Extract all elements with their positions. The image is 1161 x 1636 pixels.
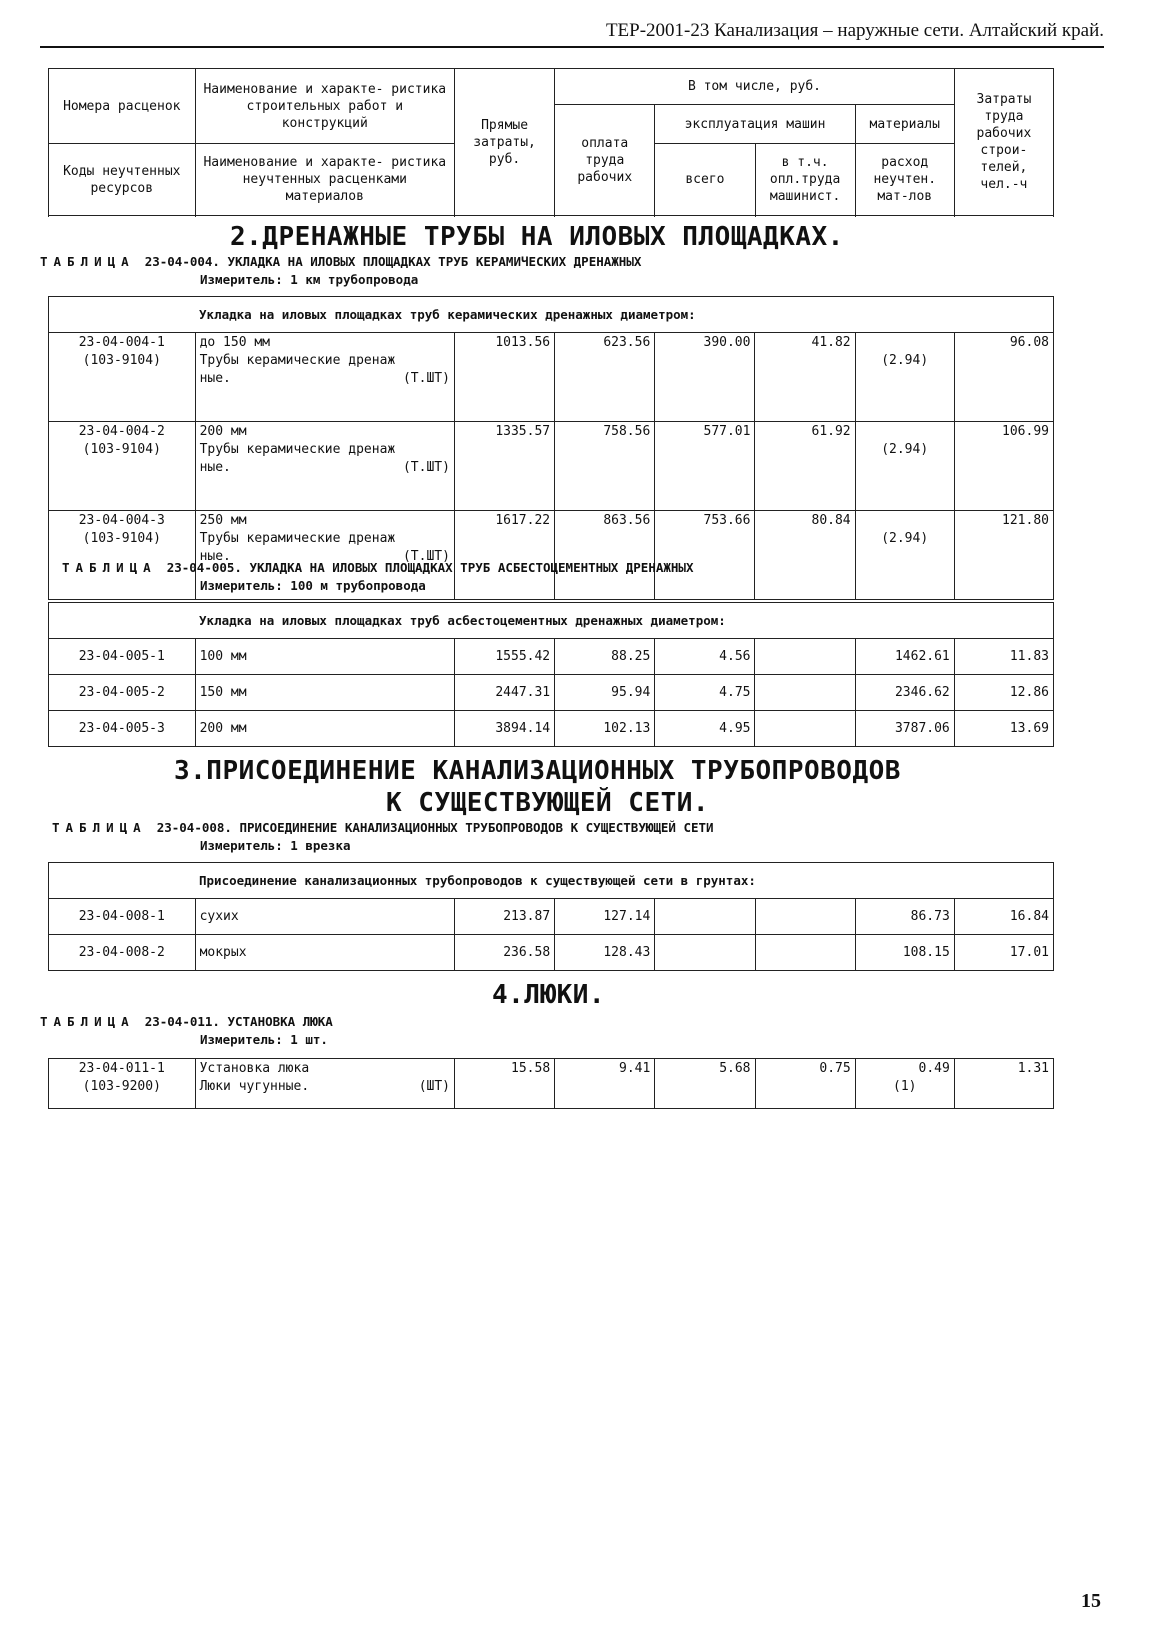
table-23-04-004-measure: Измеритель: 1 км трубопровода xyxy=(200,272,419,287)
header-material-name: Наименование и характе- ристика неучтенных расценками материалов xyxy=(195,144,454,216)
section-3-title-line1: 3.ПРИСОЕДИНЕНИЕ КАНАЛИЗАЦИОННЫХ ТРУБОПРОВОДОВ xyxy=(174,756,901,786)
rate-code: 23-04-004-2 xyxy=(78,424,165,439)
table-group-label: Присоединение канализационных трубопроводов к существующей сети в грунтах: xyxy=(49,863,1054,899)
resource-code: (103-9104) xyxy=(82,353,161,368)
section-3-title-line2: К СУЩЕСТВУЮЩЕЙ СЕТИ. xyxy=(386,788,710,818)
table-row xyxy=(49,639,1054,675)
labor-pay: 127.14 xyxy=(555,899,655,935)
table-23-04-005-measure: Измеритель: 100 м трубопровода xyxy=(200,578,426,593)
driver-pay: 0.75 xyxy=(755,1059,855,1109)
machines-total: 753.66 xyxy=(655,511,755,600)
table-group-label: Укладка на иловых площадках труб керамических дренажных диаметром: xyxy=(49,297,1054,333)
work-name: Установка люка xyxy=(199,1061,310,1076)
material-unit: (Т.ШТ) xyxy=(402,460,450,475)
header-machines: эксплуатация машин xyxy=(655,105,855,144)
table-row xyxy=(49,422,1054,511)
labor-costs: 11.83 xyxy=(954,639,1053,675)
material-name-cont: ные. xyxy=(199,371,231,386)
section-2-title: 2.ДРЕНАЖНЫЕ ТРУБЫ НА ИЛОВЫХ ПЛОЩАДКАХ. xyxy=(230,222,844,252)
driver-pay xyxy=(755,675,855,711)
direct-costs: 236.58 xyxy=(454,935,554,971)
labor-pay: 128.43 xyxy=(555,935,655,971)
work-name: до 150 мм xyxy=(199,335,271,350)
header-labor-pay: оплата труда рабочих xyxy=(555,105,655,216)
direct-costs: 1335.57 xyxy=(454,422,554,511)
material-quantity: (2.94) xyxy=(855,333,954,422)
material-quantity: (2.94) xyxy=(855,422,954,511)
rate-code: 23-04-005-2 xyxy=(49,675,196,711)
labor-pay: 95.94 xyxy=(555,675,655,711)
work-name: 200 мм xyxy=(199,424,247,439)
direct-costs: 2447.31 xyxy=(454,675,554,711)
machines-total: 4.56 xyxy=(655,639,755,675)
machines-total: 4.75 xyxy=(655,675,755,711)
rate-code: 23-04-005-3 xyxy=(49,711,196,747)
materials-cost: 2346.62 xyxy=(855,675,954,711)
machines-total: 4.95 xyxy=(655,711,755,747)
header-materials: материалы xyxy=(855,105,954,144)
table-23-04-004-caption xyxy=(40,254,641,269)
materials-cost: 1462.61 xyxy=(855,639,954,675)
material-unit: (Т.ШТ) xyxy=(402,371,450,386)
table-row xyxy=(49,675,1054,711)
header-rate-number: Номера расценок xyxy=(49,69,196,144)
table-23-04-011-caption xyxy=(40,1014,333,1029)
section-4-title: 4.ЛЮКИ. xyxy=(492,980,606,1010)
material-quantity: (2.94) xyxy=(855,511,954,600)
driver-pay xyxy=(755,711,855,747)
table-23-04-008 xyxy=(48,862,1054,971)
machines-total xyxy=(655,899,755,935)
table-row xyxy=(49,711,1054,747)
labor-pay: 758.56 xyxy=(555,422,655,511)
labor-pay: 9.41 xyxy=(555,1059,655,1109)
running-head: ТЕР-2001-23 Канализация – наружные сети. Алтайский край. xyxy=(605,20,1104,41)
table-23-04-008-measure: Измеритель: 1 врезка xyxy=(200,838,351,853)
labor-costs: 1.31 xyxy=(954,1059,1053,1109)
direct-costs: 1617.22 xyxy=(454,511,554,600)
rate-code: 23-04-004-3 xyxy=(78,513,165,528)
materials-cost: 3787.06 xyxy=(855,711,954,747)
work-name: 150 мм xyxy=(195,675,454,711)
caption-text: 23-04-005. УКЛАДКА НА ИЛОВЫХ ПЛОЩАДКАХ ТРУБ АСБЕСТОЦЕМЕНТНЫХ ДРЕНАЖНЫХ xyxy=(166,560,694,575)
work-name: 200 мм xyxy=(195,711,454,747)
caption-text: 23-04-008. ПРИСОЕДИНЕНИЕ КАНАЛИЗАЦИОННЫХ ТРУБОПРОВОДОВ К СУЩЕСТВУЮЩЕЙ СЕТИ xyxy=(156,820,714,835)
labor-pay: 623.56 xyxy=(555,333,655,422)
table-23-04-005 xyxy=(48,602,1054,747)
header-resource-codes: Коды неучтенных ресурсов xyxy=(49,144,196,216)
direct-costs: 15.58 xyxy=(455,1059,555,1109)
materials-cost: 86.73 xyxy=(855,899,954,935)
labor-pay: 88.25 xyxy=(555,639,655,675)
direct-costs: 213.87 xyxy=(454,899,554,935)
header-rule xyxy=(40,46,1104,48)
driver-pay xyxy=(755,899,855,935)
machines-total: 390.00 xyxy=(655,333,755,422)
rate-code: 23-04-005-1 xyxy=(49,639,196,675)
work-name: мокрых xyxy=(195,935,454,971)
table-group-label: Укладка на иловых площадках труб асбестоцементных дренажных диаметром: xyxy=(49,603,1054,639)
page-number: 15 xyxy=(1081,1590,1101,1612)
table-word: ТАБЛИЦА xyxy=(40,1014,135,1029)
resource-code: (103-9104) xyxy=(82,531,161,546)
header-including: В том числе, руб. xyxy=(555,69,955,105)
table-row xyxy=(49,1059,1054,1109)
material-name: Трубы керамические дренаж xyxy=(199,353,396,368)
material-name-cont: ные. xyxy=(199,460,231,475)
material-unit: (ШТ) xyxy=(418,1079,450,1094)
table-23-04-004 xyxy=(48,296,1054,600)
header-work-name: Наименование и характе- ристика строительных работ и конструкций xyxy=(195,69,454,144)
material-unit: (Т.ШТ) xyxy=(402,549,450,564)
labor-costs: 12.86 xyxy=(954,675,1053,711)
machines-total xyxy=(655,935,755,971)
table-word: ТАБЛИЦА xyxy=(52,820,147,835)
labor-costs: 106.99 xyxy=(954,422,1053,511)
caption-text: 23-04-011. УСТАНОВКА ЛЮКА xyxy=(144,1014,333,1029)
rate-code: 23-04-004-1 xyxy=(78,335,165,350)
table-23-04-011-measure: Измеритель: 1 шт. xyxy=(200,1032,328,1047)
labor-costs: 17.01 xyxy=(954,935,1053,971)
driver-pay xyxy=(755,935,855,971)
rate-code: 23-04-008-1 xyxy=(49,899,196,935)
work-name: сухих xyxy=(195,899,454,935)
machines-total: 5.68 xyxy=(655,1059,755,1109)
caption-text: 23-04-004. УКЛАДКА НА ИЛОВЫХ ПЛОЩАДКАХ ТРУБ КЕРАМИЧЕСКИХ ДРЕНАЖНЫХ xyxy=(144,254,642,269)
driver-pay: 80.84 xyxy=(755,511,855,600)
rate-code: 23-04-008-2 xyxy=(49,935,196,971)
header-driver-pay: в т.ч. опл.труда машинист. xyxy=(755,144,855,216)
table-23-04-008-caption xyxy=(52,820,714,835)
material-name: Трубы керамические дренаж xyxy=(199,442,396,457)
header-labor-costs: Затраты труда рабочих строи- телей, чел.-ч xyxy=(954,69,1053,216)
column-header-table xyxy=(48,68,1054,216)
direct-costs: 3894.14 xyxy=(454,711,554,747)
material-name-cont: ные. xyxy=(199,549,231,564)
header-machines-total: всего xyxy=(655,144,755,216)
driver-pay: 61.92 xyxy=(755,422,855,511)
labor-costs: 13.69 xyxy=(954,711,1053,747)
labor-costs: 121.80 xyxy=(954,511,1053,600)
table-word: ТАБЛИЦА xyxy=(40,254,135,269)
driver-pay xyxy=(755,639,855,675)
table-23-04-005-caption xyxy=(62,560,693,575)
labor-pay: 863.56 xyxy=(555,511,655,600)
direct-costs: 1555.42 xyxy=(454,639,554,675)
table-row xyxy=(49,935,1054,971)
resource-code: (103-9200) xyxy=(82,1079,161,1094)
rate-code: 23-04-011-1 xyxy=(78,1061,165,1076)
table-row xyxy=(49,899,1054,935)
table-23-04-011 xyxy=(48,1058,1054,1109)
material-name: Люки чугунные. xyxy=(199,1079,310,1094)
materials-cost: 0.49 xyxy=(918,1061,950,1076)
materials-cost: 108.15 xyxy=(855,935,954,971)
material-name: Трубы керамические дренаж xyxy=(199,531,396,546)
labor-pay: 102.13 xyxy=(555,711,655,747)
direct-costs: 1013.56 xyxy=(454,333,554,422)
driver-pay: 41.82 xyxy=(755,333,855,422)
work-name: 100 мм xyxy=(195,639,454,675)
labor-costs: 96.08 xyxy=(954,333,1053,422)
header-unaccounted-materials: расход неучтен. мат-лов xyxy=(855,144,954,216)
table-row xyxy=(49,333,1054,422)
table-word: ТАБЛИЦА xyxy=(62,560,157,575)
header-direct-costs: Прямые затраты, руб. xyxy=(455,69,555,216)
machines-total: 577.01 xyxy=(655,422,755,511)
labor-costs: 16.84 xyxy=(954,899,1053,935)
resource-code: (103-9104) xyxy=(82,442,161,457)
work-name: 250 мм xyxy=(199,513,247,528)
material-quantity: (1) xyxy=(893,1079,917,1094)
